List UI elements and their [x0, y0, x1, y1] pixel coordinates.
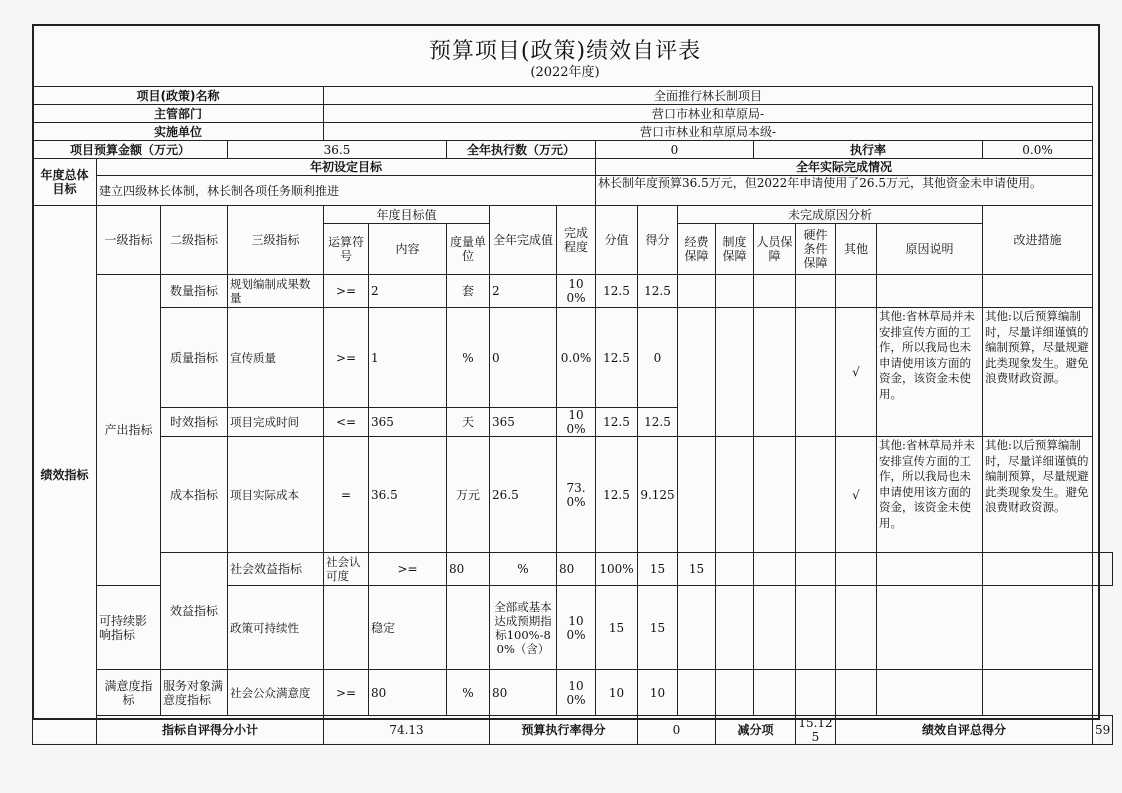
- score-cell: 12.5: [638, 275, 678, 308]
- completion-cell: 100%: [596, 553, 638, 586]
- header-funding: 经费保障: [678, 224, 716, 275]
- hardware-cell: [796, 586, 836, 670]
- executed-label: 全年执行数（万元）: [447, 141, 596, 159]
- header-content: 内容: [369, 224, 447, 275]
- level2-cell: 可持续影响指标: [97, 586, 161, 670]
- hardware-cell: [796, 437, 836, 553]
- system-cell: [716, 308, 754, 437]
- benefit-indicator-label: 效益指标: [161, 553, 228, 670]
- content-cell: 稳定: [369, 586, 447, 670]
- hardware-cell: [796, 308, 836, 437]
- value-cell: 12.5: [596, 275, 638, 308]
- annual-goal-label: 年度总体目标: [33, 159, 97, 206]
- measure-cell: [983, 275, 1093, 308]
- funding-cell: [716, 553, 754, 586]
- score-cell: 15: [638, 586, 678, 670]
- project-name-value: 全面推行林长制项目: [324, 87, 1093, 105]
- hardware-cell: [796, 670, 836, 716]
- budget-score-value: 0: [638, 716, 716, 745]
- actual-cell: 26.5: [490, 437, 557, 553]
- funding-cell: [678, 437, 716, 553]
- completion-cell: 100%: [557, 408, 596, 437]
- budget-label: 项目预算金额（万元）: [33, 141, 228, 159]
- reason-cell: 其他:省林草局并未安排宣传方面的工作，所以我局也未申请使用该方面的资金，该资金未使用。: [877, 437, 983, 553]
- reason-cell: [983, 553, 1093, 586]
- level2-cell: 服务对象满意度指标: [161, 670, 228, 716]
- header-actual: 全年完成值: [490, 206, 557, 275]
- unit-cell: 天: [447, 408, 490, 437]
- level2-cell: 数量指标: [161, 275, 228, 308]
- header-reasons: 未完成原因分析: [678, 206, 983, 224]
- header-staff: 人员保障: [754, 224, 796, 275]
- level3-cell: 项目完成时间: [228, 408, 324, 437]
- total-score-value: 59: [1093, 716, 1113, 745]
- measure-cell: 其他:以后预算编制时，尽量详细谨慎的编制预算，尽量规避此类现象发生。避免浪费财政资源。: [983, 437, 1093, 553]
- operator-cell: [324, 586, 369, 670]
- operator-cell: =: [324, 437, 369, 553]
- unit-value: 营口市林业和草原局本级-: [324, 123, 1093, 141]
- actual-cell: 0: [490, 308, 557, 408]
- score-cell: 10: [638, 670, 678, 716]
- unit-cell: %: [447, 308, 490, 408]
- score-cell: 0: [638, 308, 678, 408]
- deduct-label: 减分项: [716, 716, 796, 745]
- indicators-section-label: 绩效指标: [33, 206, 97, 745]
- reason-cell: [877, 586, 983, 670]
- hardware-cell: [836, 553, 877, 586]
- header-system: 制度保障: [716, 224, 754, 275]
- other-cell: [836, 670, 877, 716]
- header-annual-target: 年度目标值: [324, 206, 490, 224]
- evaluation-table: [32, 86, 1113, 745]
- actual-goal-text: 林长制年度预算36.5万元，但2022年申请使用了26.5万元，其他资金未申请使用。: [596, 176, 1093, 206]
- header-level3: 三级指标: [228, 206, 324, 275]
- unit-cell: 套: [447, 275, 490, 308]
- content-cell: 36.5: [369, 437, 447, 553]
- header-completion: 完成程度: [557, 206, 596, 275]
- header-hardware: 硬件条件保障: [796, 224, 836, 275]
- unit-cell: %: [447, 670, 490, 716]
- other-cell: √: [836, 308, 877, 437]
- output-indicator-label: 产出指标: [97, 275, 161, 586]
- staff-cell: [754, 670, 796, 716]
- planned-goal-header: 年初设定目标: [97, 159, 596, 176]
- content-cell: 80: [447, 553, 490, 586]
- operator-cell: >=: [324, 275, 369, 308]
- level3-cell: 宣传质量: [228, 308, 324, 408]
- level3-cell: 社会公众满意度: [228, 670, 324, 716]
- measure-cell: [983, 586, 1093, 670]
- page-title: 预算项目(政策)绩效自评表: [428, 39, 702, 64]
- other-cell: [836, 586, 877, 670]
- staff-cell: [796, 553, 836, 586]
- unit-cell: 万元: [447, 437, 490, 553]
- content-cell: 365: [369, 408, 447, 437]
- level3-cell: 社会认可度: [324, 553, 369, 586]
- actual-cell: 365: [490, 408, 557, 437]
- other-cell: [877, 553, 983, 586]
- deduct-value: 15.125: [796, 716, 836, 745]
- actual-goal-header: 全年实际完成情况: [596, 159, 1093, 176]
- level2-cell: 时效指标: [161, 408, 228, 437]
- dept-label: 主管部门: [33, 105, 324, 123]
- other-cell: [836, 275, 877, 308]
- header-improvement: 改进措施: [983, 206, 1093, 275]
- satisfaction-indicator-label: 满意度指标: [97, 670, 161, 716]
- header-other: 其他: [836, 224, 877, 275]
- funding-cell: [678, 275, 716, 308]
- rate-label: 执行率: [754, 141, 983, 159]
- unit-cell: [447, 586, 490, 670]
- executed-value: 0: [596, 141, 754, 159]
- completion-cell: 0.0%: [557, 308, 596, 408]
- rate-value: 0.0%: [983, 141, 1093, 159]
- total-score-label: 绩效自评总得分: [836, 716, 1093, 745]
- content-cell: 80: [369, 670, 447, 716]
- score-cell: 9.125: [638, 437, 678, 553]
- other-cell: √: [836, 437, 877, 553]
- level3-cell: 项目实际成本: [228, 437, 324, 553]
- header-explanation: 原因说明: [877, 224, 983, 275]
- staff-cell: [754, 586, 796, 670]
- header-score-value: 分值: [596, 206, 638, 275]
- value-cell: 15: [638, 553, 678, 586]
- value-cell: 12.5: [596, 308, 638, 408]
- report-year: (2022年度): [530, 65, 600, 80]
- header-level2: 二级指标: [161, 206, 228, 275]
- completion-cell: 100%: [557, 275, 596, 308]
- content-cell: 1: [369, 308, 447, 408]
- system-cell: [716, 670, 754, 716]
- system-cell: [716, 275, 754, 308]
- staff-cell: [754, 275, 796, 308]
- staff-cell: [754, 308, 796, 437]
- budget-value: 36.5: [228, 141, 447, 159]
- score-cell: 12.5: [638, 408, 678, 437]
- value-cell: 12.5: [596, 408, 638, 437]
- reason-cell: 其他:省林草局并未安排宣传方面的工作，所以我局也未申请使用该方面的资金，该资金未使用。: [877, 308, 983, 437]
- funding-cell: [678, 586, 716, 670]
- actual-cell: 全部或基本达成预期指标100%-80%（含）: [490, 586, 557, 670]
- level2-cell: 质量指标: [161, 308, 228, 408]
- system-cell: [716, 437, 754, 553]
- operator-cell: <=: [324, 408, 369, 437]
- reason-cell: [877, 670, 983, 716]
- completion-cell: 100%: [557, 670, 596, 716]
- funding-cell: [678, 308, 716, 437]
- content-cell: 2: [369, 275, 447, 308]
- level2-cell: 社会效益指标: [228, 553, 324, 586]
- value-cell: 10: [596, 670, 638, 716]
- header-score: 得分: [638, 206, 678, 275]
- actual-cell: 2: [490, 275, 557, 308]
- value-cell: 15: [596, 586, 638, 670]
- system-cell: [716, 586, 754, 670]
- staff-cell: [754, 437, 796, 553]
- level3-cell: 规划编制成果数量: [228, 275, 324, 308]
- unit-label: 实施单位: [33, 123, 324, 141]
- measure-cell: [983, 670, 1093, 716]
- operator-cell: >=: [324, 308, 369, 408]
- measure-cell: [1093, 553, 1113, 586]
- planned-goal-text: 建立四级林长体制，林长制各项任务顺利推进: [97, 176, 596, 206]
- header-unit: 度量单位: [447, 224, 490, 275]
- dept-value: 营口市林业和草原局-: [324, 105, 1093, 123]
- header-operator: 运算符号: [324, 224, 369, 275]
- project-name-label: 项目(政策)名称: [33, 87, 324, 105]
- actual-cell: 80: [490, 670, 557, 716]
- level3-cell: 政策可持续性: [228, 586, 324, 670]
- score-cell: 15: [678, 553, 716, 586]
- header-level1: 一级指标: [97, 206, 161, 275]
- system-cell: [754, 553, 796, 586]
- actual-cell: 80: [557, 553, 596, 586]
- hardware-cell: [796, 275, 836, 308]
- measure-cell: 其他:以后预算编制时，尽量详细谨慎的编制预算，尽量规避此类现象发生。避免浪费财政资源。: [983, 308, 1093, 437]
- subtotal-label: 指标自评得分小计: [97, 716, 324, 745]
- operator-cell: >=: [324, 670, 369, 716]
- operator-cell: >=: [369, 553, 447, 586]
- completion-cell: 73.0%: [557, 437, 596, 553]
- unit-cell: %: [490, 553, 557, 586]
- subtotal-value: 74.13: [324, 716, 490, 745]
- completion-cell: 100%: [557, 586, 596, 670]
- reason-cell: [877, 275, 983, 308]
- value-cell: 12.5: [596, 437, 638, 553]
- budget-score-label: 预算执行率得分: [490, 716, 638, 745]
- funding-cell: [678, 670, 716, 716]
- level2-cell: 成本指标: [161, 437, 228, 553]
